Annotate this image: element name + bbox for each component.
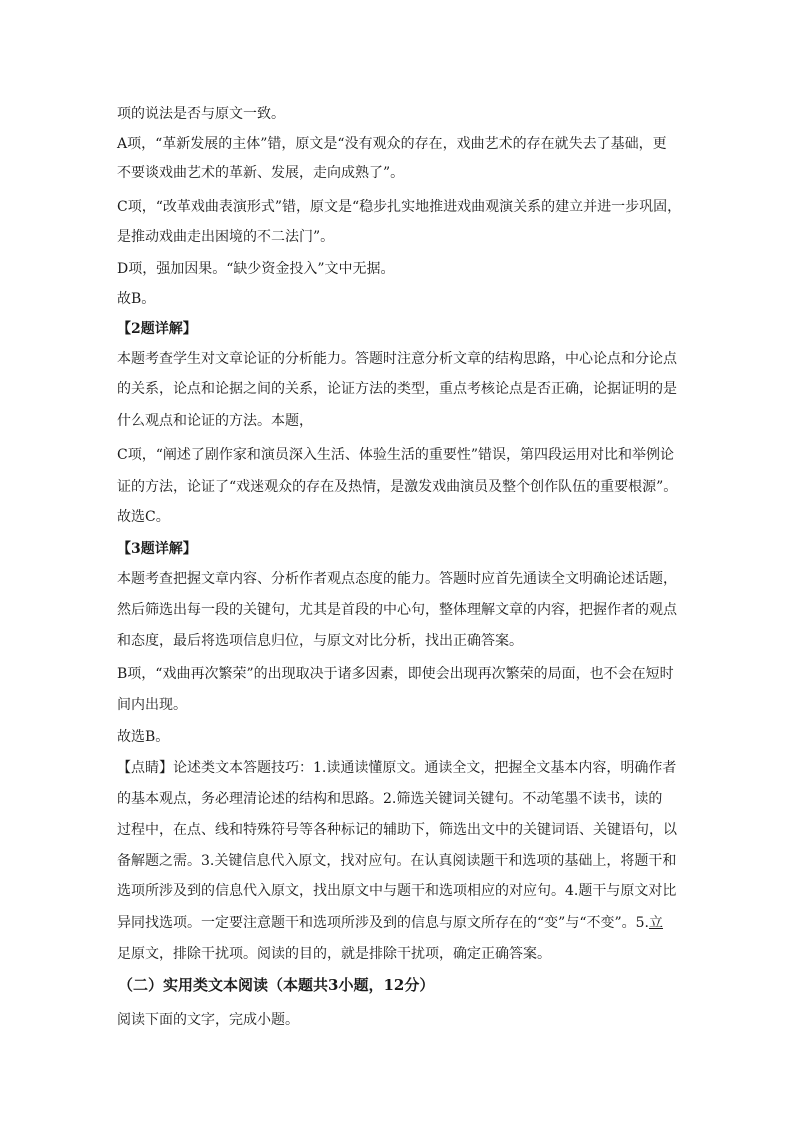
text-line: B项，“戏曲再次繁荣”的出现取决于诸多因素，即使会出现再次繁荣的局面，也不会在短时 [117, 666, 674, 682]
text-line: 和态度，最后将选项信息归位，与原文对比分析，找出正确答案。 [117, 633, 523, 649]
text-line: 是推动戏曲走出困境的不二法门”。 [117, 229, 335, 245]
text-line: 阅读下面的文字，完成小题。 [117, 1012, 299, 1028]
text-line: 什么观点和论证的方法。本题， [117, 413, 313, 429]
text-line: 不要谈戏曲艺术的革新、发展，走向成熟了”。 [117, 165, 405, 181]
text-line: 备解题之需。3.关键信息代入原文，找对应句。在认真阅读题干和选项的基础上，将题干和 [117, 853, 677, 869]
text-line: C项，“改革戏曲表演形式”错，原文是“稳步扎实地推进戏曲观演关系的建立并进一步巩固， [117, 199, 682, 215]
text-line: 本题考查把握文章内容、分析作者观点态度的能力。答题时应首先通读全文明确论述话题， [117, 571, 677, 587]
text-line: 间内出现。 [117, 697, 187, 713]
text-line: A项，“革新发展的主体”错，原文是“没有观众的存在，戏曲艺术的存在就失去了基础，更 [117, 136, 667, 152]
text-line: 的基本观点，务必理清论述的结构和思路。2.筛选关键词关键句。不动笔墨不读书，读的 [117, 791, 663, 807]
text-line: 足原文，排除干扰项。阅读的目的，就是排除干扰项，确定正确答案。 [117, 946, 551, 962]
text-line: 故选C。 [117, 509, 170, 525]
text-line: 选项所涉及到的信息代入原文，找出原文中与题干和选项相应的对应句。4.题干与原文对比 [117, 883, 677, 899]
section-title: （二）实用类文本阅读（本题共3小题，12分） [118, 976, 435, 994]
text-line: D项，强加因果。“缺少资金投入”文中无据。 [117, 261, 395, 277]
text-line: 本题考查学生对文章论证的分析能力。答题时注意分析文章的结构思路，中心论点和分论点 [117, 351, 677, 367]
text-line: 然后筛选出每一段的关键句，尤其是首段的中心句，整体理解文章的内容，把握作者的观点 [117, 602, 677, 618]
text-span: 异同找选项。一定要注意题干和选项所涉及到的信息与原文所存在的“变”与“不变”。5. [117, 915, 649, 931]
underlined-char: 立 [648, 915, 663, 931]
text-line: 的关系，论点和论据之间的关系，论证方法的类型，重点考核论点是否正确，论据证明的是 [117, 381, 677, 397]
text-line: 故选B。 [117, 729, 170, 745]
text-line: 过程中，在点、线和特殊符号等各种标记的辅助下，筛选出文中的关键词语、关键语句，以 [117, 822, 677, 838]
text-line: 项的说法是否与原文一致。 [117, 106, 285, 122]
text-line: 证的方法，论证了“戏迷观众的存在及热情，是激发戏曲演员及整个创作队伍的重要根源”。 [117, 479, 678, 495]
text-line: 故B。 [117, 291, 156, 307]
tip-line: 【点睛】论述类文本答题技巧：1.读通读懂原文。通读全文，把握全文基本内容，明确作者 [117, 760, 677, 776]
section-heading: 【2题详解】 [117, 321, 197, 337]
section-heading: 【3题详解】 [117, 541, 197, 557]
text-line [117, 915, 663, 931]
text-line: C项，“阐述了剧作家和演员深入生活、体验生活的重要性”错误，第四段运用对比和举例论 [117, 447, 675, 463]
